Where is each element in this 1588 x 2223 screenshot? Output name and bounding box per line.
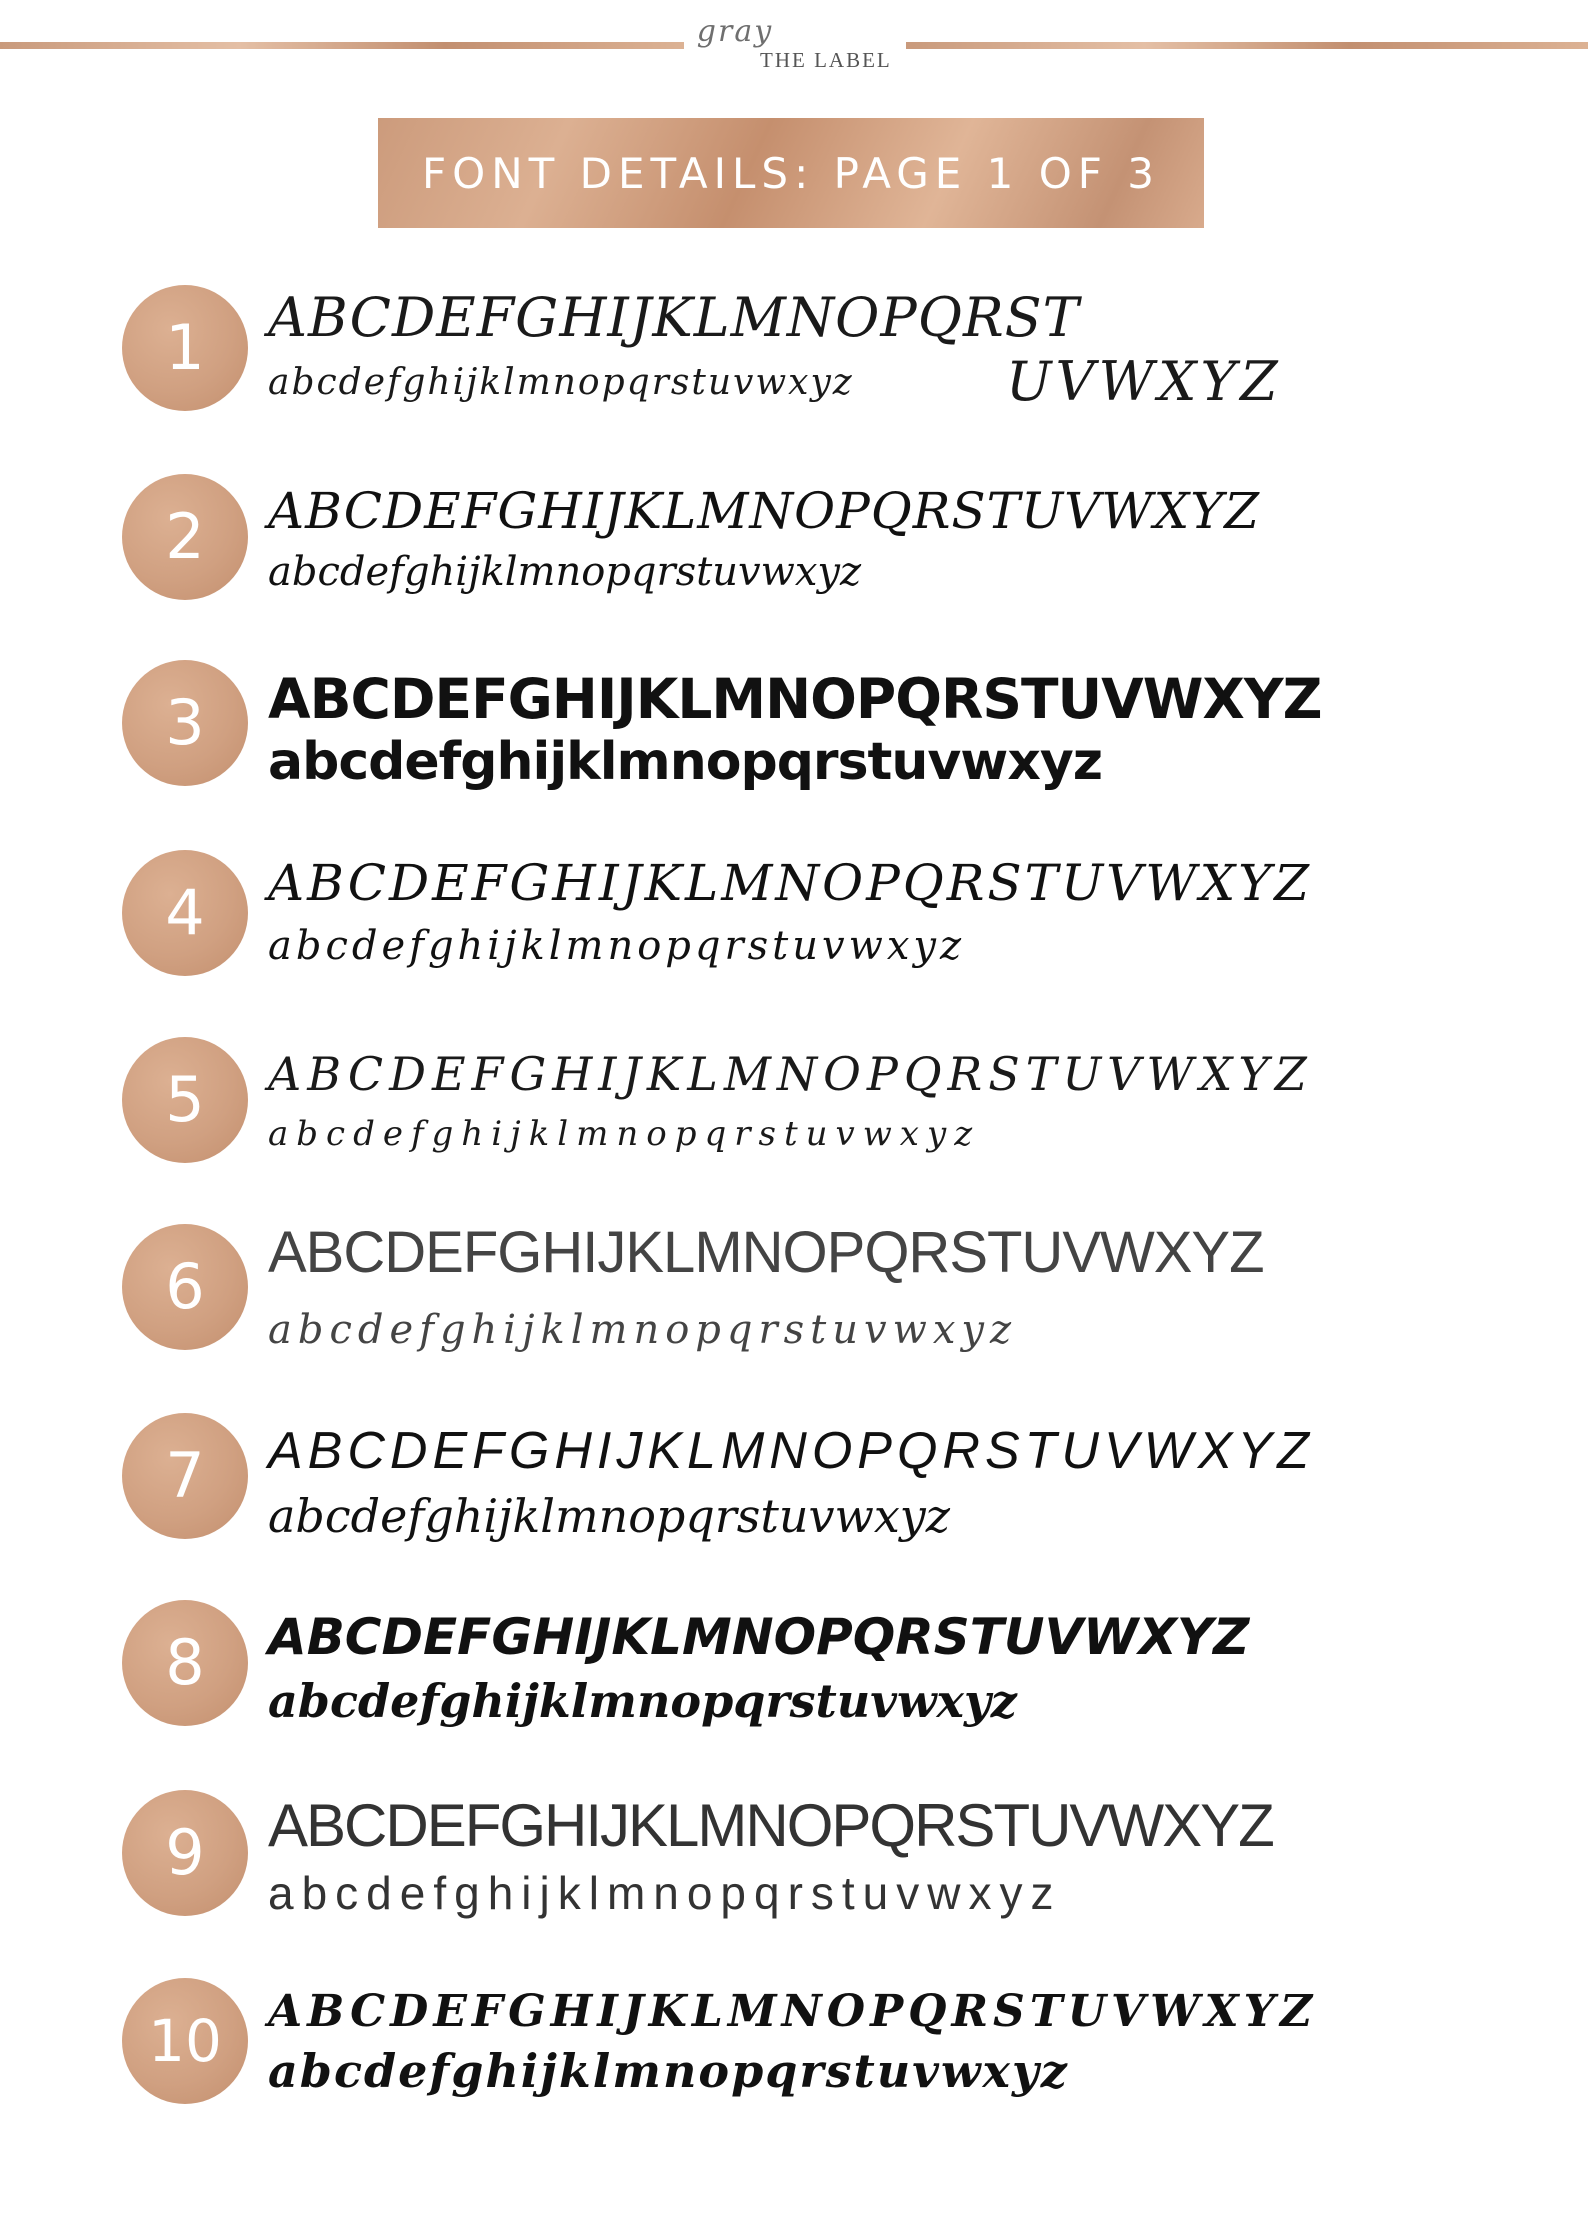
font-lowercase-sample: abcdefghijklmnopqrstuvwxyz bbox=[268, 923, 966, 969]
page-title: FONT DETAILS: PAGE 1 OF 3 bbox=[421, 148, 1161, 198]
font-number-badge: 4 bbox=[122, 850, 248, 976]
font-uppercase-sample: ABCDEFGHIJKLMNOPQRSTUVWXYZ bbox=[268, 854, 1313, 912]
font-sample-row-6 bbox=[0, 1220, 1588, 1384]
font-lowercase-sample: abcdefghijklmnopqrstuvwxyz bbox=[268, 1114, 981, 1154]
font-sample-row-1 bbox=[0, 285, 1588, 445]
font-uppercase-sample: ABCDEFGHIJKLMNOPQRSTUVWXYZ bbox=[268, 1792, 1273, 1859]
font-number-badge: 8 bbox=[122, 1600, 248, 1726]
font-sample-row-7 bbox=[0, 1413, 1588, 1553]
font-lowercase-sample: abcdefghijklmnopqrstuvwxyz bbox=[268, 732, 1103, 792]
header-rule-right bbox=[906, 42, 1588, 49]
font-uppercase-sample: ABCDEFGHIJKLMNOPQRSTUVWXYZ bbox=[268, 1220, 1264, 1285]
font-sample-row-10 bbox=[0, 1978, 1588, 2118]
font-number-badge: 1 bbox=[122, 285, 248, 411]
font-lowercase-sample: abcdefghijklmnopqrstuvwxyz bbox=[268, 2044, 1069, 2098]
title-banner bbox=[378, 118, 1204, 228]
font-sample-row-8 bbox=[0, 1600, 1588, 1740]
font-sample-row-2 bbox=[0, 472, 1588, 612]
font-number-badge: 5 bbox=[122, 1037, 248, 1163]
font-uppercase-sample: ABCDEFGHIJKLMNOPQRST bbox=[268, 286, 1080, 349]
font-uppercase-sample: ABCDEFGHIJKLMNOPQRSTUVWXYZ bbox=[268, 1047, 1313, 1101]
font-lowercase-sample: abcdefghijklmnopqrstuvwxyz bbox=[268, 549, 862, 595]
font-uppercase-sample: ABCDEFGHIJKLMNOPQRSTUVWXYZ bbox=[268, 1608, 1250, 1666]
font-uppercase-sample: ABCDEFGHIJKLMNOPQRSTUVWXYZ bbox=[268, 482, 1261, 540]
font-uppercase-continuation: UVWXYZ bbox=[1006, 350, 1282, 413]
font-sample-row-3 bbox=[0, 660, 1588, 800]
font-lowercase-sample: abcdefghijklmnopqrstuvwxyz bbox=[268, 1307, 1018, 1353]
font-number-badge: 3 bbox=[122, 660, 248, 786]
font-number-badge: 6 bbox=[122, 1224, 248, 1350]
font-number-badge: 10 bbox=[122, 1978, 248, 2104]
font-number-badge: 9 bbox=[122, 1790, 248, 1916]
font-uppercase-sample: ABCDEFGHIJKLMNOPQRSTUVWXYZ bbox=[268, 1422, 1314, 1480]
font-lowercase-sample: abcdefghijklmnopqrstuvwxyz bbox=[268, 1674, 1017, 1728]
font-uppercase-sample: ABCDEFGHIJKLMNOPQRSTUVWXYZ bbox=[268, 667, 1322, 731]
logo-script-text: gray bbox=[696, 14, 774, 49]
brand-logo bbox=[690, 14, 900, 74]
font-number-badge: 7 bbox=[122, 1413, 248, 1539]
font-sample-row-5 bbox=[0, 1037, 1588, 1177]
font-number-badge: 2 bbox=[122, 474, 248, 600]
font-lowercase-sample: abcdefghijklmnopqrstuvwxyz bbox=[268, 362, 854, 403]
font-lowercase-sample: abcdefghijklmnopqrstuvwxyz bbox=[268, 1489, 951, 1543]
font-sample-row-9 bbox=[0, 1790, 1588, 1930]
font-lowercase-sample: abcdefghijklmnopqrstuvwxyz bbox=[268, 1867, 1062, 1919]
font-sample-row-4 bbox=[0, 850, 1588, 990]
font-uppercase-sample: ABCDEFGHIJKLMNOPQRSTUVWXYZ bbox=[268, 1986, 1318, 2037]
header-rule-left bbox=[0, 42, 684, 49]
logo-wordmark: THE LABEL bbox=[760, 48, 892, 72]
